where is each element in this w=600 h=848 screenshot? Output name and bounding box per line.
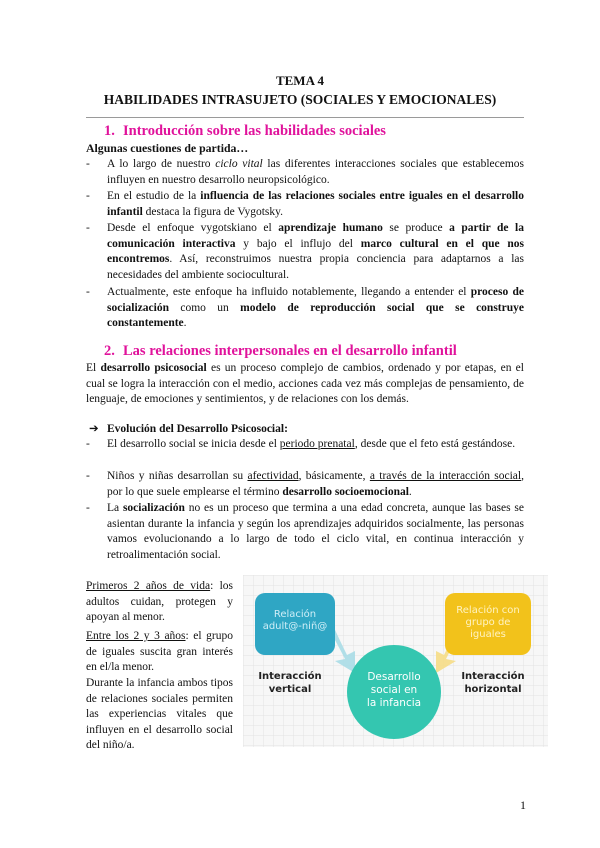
right-box-label: Relación con grupo de iguales xyxy=(456,605,520,640)
bold-term: socialización xyxy=(122,502,185,514)
section-1-title: Introducción sobre las habilidades sociales xyxy=(123,123,386,139)
sidebar-paragraph-3: Durante la infancia ambos tipos de relaciones sociales permiten las experiencias vitales que influyen en el desarrollo social del niño/a. xyxy=(86,677,233,752)
underlined-term: Primeros 2 años de vida xyxy=(86,580,211,592)
bold-term: influencia de las relaciones sociales entre iguales en el desarrollo infantil xyxy=(107,190,524,218)
list-item: - Actualmente, este enfoque ha influido notablemente, llegando a entender el proceso de socialización como un modelo de reproducción social que se construye constantemente. xyxy=(86,286,524,330)
social-development-diagram xyxy=(243,575,548,747)
section-1-heading xyxy=(104,123,386,140)
diagram-graphics xyxy=(243,575,548,747)
interaction-vertical-label: Interacción vertical xyxy=(258,671,322,695)
bold-term: marco cultural en el que nos encontremos xyxy=(107,237,524,266)
interaction-horizontal-label: Interacción horizontal xyxy=(461,671,525,695)
underlined-term: afectividad xyxy=(247,470,299,482)
section-2-title: Las relaciones interpersonales en el desarrollo infantil xyxy=(123,343,457,359)
underlined-term: Entre los 2 y 3 años xyxy=(86,630,186,642)
list-item: - A lo largo de nuestro ciclo vital las diferentes interacciones sociales que establecemos influyen en nuestro desarrollo neuropsicológico. xyxy=(86,158,525,186)
emphasis-term: ciclo vital xyxy=(215,158,263,170)
tema-title: TEMA 4 xyxy=(275,73,325,88)
bold-term: aprendizaje humano xyxy=(278,222,383,234)
document-subtitle: HABILIDADES INTRASUJETO (SOCIALES Y EMOCIONALES) xyxy=(103,92,497,107)
underlined-term: a través de la interacción social xyxy=(369,470,522,482)
sidebar-paragraph-1: Primeros 2 años de vida: los adultos cuidan, protegen y apoyan al menor. xyxy=(86,580,233,624)
bold-term: proceso de socialización xyxy=(107,286,524,314)
bold-term: desarrollo socioemocional xyxy=(282,485,409,498)
underlined-term: periodo prenatal xyxy=(279,438,355,450)
section-2-subheading: ➔ Evolución del Desarrollo Psicosocial: xyxy=(89,423,288,435)
page-number: 1 xyxy=(520,798,526,812)
arrow-right-icon: ➔ xyxy=(89,423,99,435)
header-divider xyxy=(86,117,524,118)
section-2-intro: El desarrollo psicosocial es un proceso complejo de cambios, ordenado y por etapas, en el cual se logra la interacción con el medio, acciones cada vez más complejas de pensamiento, de lenguaje, de emociones y sentimientos, y de relaciones con los demás. xyxy=(86,362,524,406)
section-2-heading xyxy=(104,343,457,360)
list-item: - En el estudio de la influencia de las relaciones sociales entre iguales en el desarrollo infantil destaca la figura de Vygotsky. xyxy=(86,190,524,218)
center-circle-label: Desarrollo social en la infancia xyxy=(366,671,422,709)
bold-term: a partir de la comunicación interactiva xyxy=(107,222,524,250)
left-box-label: Relación adult@-niñ@ xyxy=(262,609,328,632)
list-item: - Desde el enfoque vygotskiano el aprendizaje humano se produce a partir de la comunicación interactiva y bajo el influjo del marco cultural en el que nos encontremos. Así, reconstruimos nuestra propia conciencia para adaptarnos a las necesidades del ambiente sociocultural. xyxy=(86,222,524,281)
section-1-lead: Algunas cuestiones de partida… xyxy=(86,141,249,155)
sidebar-paragraph-2: Entre los 2 y 3 años: el grupo de iguales suscita gran interés en el/la menor. xyxy=(86,630,234,674)
section-2-number: 2. xyxy=(104,343,115,359)
list-item: - El desarrollo social se inicia desde el periodo prenatal, desde que el feto está gestándose. xyxy=(86,438,516,450)
list-item: - La socialización no es un proceso que termina a una edad concreta, aunque las bases se asientan durante la infancia y según los aprendizajes adquiridos socialmente, las personas vamos evolucionando a lo largo de todo el ciclo vital, en continua interacción y retroalimentación social. xyxy=(86,502,524,561)
bold-term: desarrollo psicosocial xyxy=(100,362,207,374)
list-item: - Niños y niñas desarrollan su afectividad, básicamente, a través de la interacción social, por lo que suele emplearse el término desarrollo socioemocional. xyxy=(86,470,524,498)
bold-term: modelo de reproducción social que se construye constantemente xyxy=(107,301,524,330)
section-1-number: 1. xyxy=(104,123,115,139)
